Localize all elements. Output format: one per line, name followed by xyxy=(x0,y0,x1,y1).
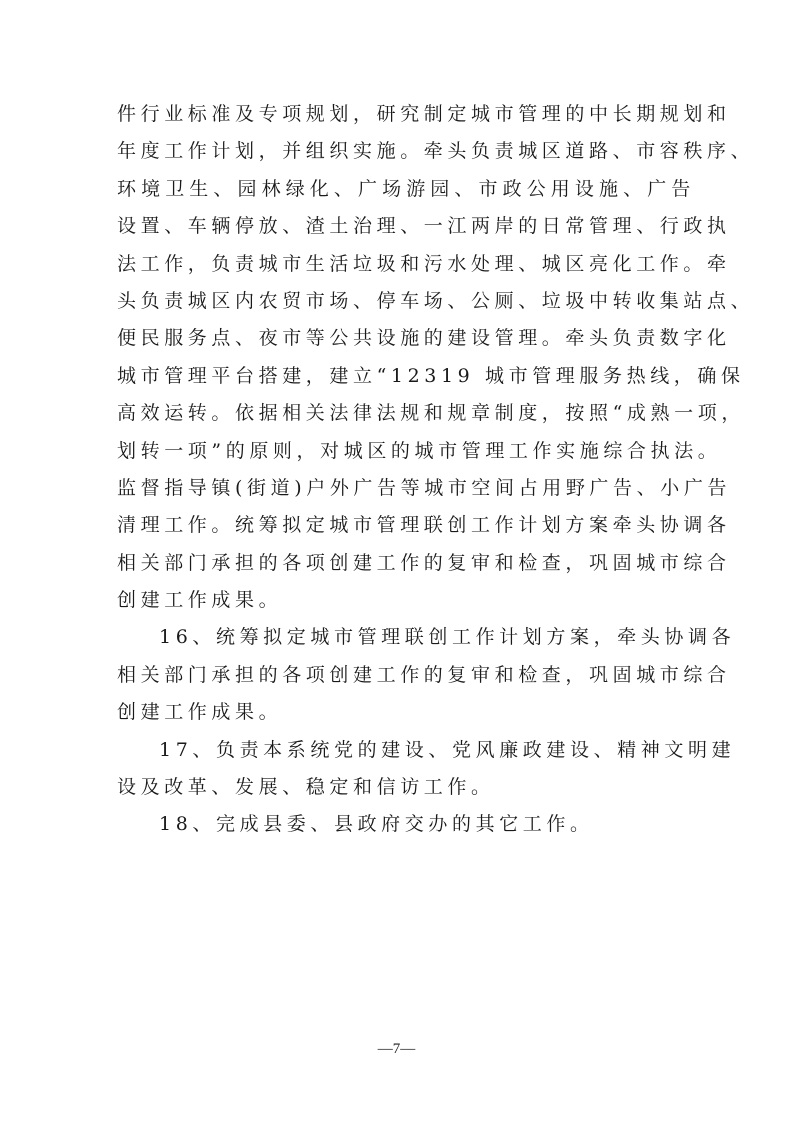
text-line: 清理工作。统筹拟定城市管理联创工作计划方案牵头协调各 xyxy=(117,514,731,537)
text-line: 相关部门承担的各项创建工作的复审和检查，巩固城市综合 xyxy=(117,663,731,686)
text-line: 划转一项”的原则，对城区的城市管理工作实施综合执法。 xyxy=(117,439,722,462)
text-line: 件行业标准及专项规划，研究制定城市管理的中长期规划和 xyxy=(117,103,731,125)
body-text xyxy=(117,96,755,844)
text-line: 年度工作计划，并组织实施。牵头负责城区道路、市容秩序、 xyxy=(117,140,755,163)
text-line: 便民服务点、夜市等公共设施的建设管理。牵头负责数字化 xyxy=(117,327,731,350)
text-line: 创建工作成果。 xyxy=(117,701,283,724)
paragraph-18-start: 18、完成县委、县政府交办的其它工作。 xyxy=(159,813,594,836)
text-line: 设及改革、发展、稳定和信访工作。 xyxy=(117,776,495,799)
text-line: 监督指导镇(街道)户外广告等城市空间占用野广告、小广告 xyxy=(117,476,732,499)
text-line: 头负责城区内农贸市场、停车场、公厕、垃圾中转收集站点、 xyxy=(117,289,755,312)
text-line: 设置、车辆停放、渣土治理、一江两岸的日常管理、行政执 xyxy=(117,215,731,238)
text-line: 城市管理平台搭建，建立“12319 城市管理服务热线，确保 xyxy=(117,364,745,387)
paragraph-16-start: 16、统筹拟定城市管理联创工作计划方案，牵头协调各 xyxy=(159,626,736,649)
paragraph-17-start: 17、负责本系统党的建设、党风廉政建设、精神文明建 xyxy=(159,738,736,761)
text-line: 环境卫生、园林绿化、广场游园、市政公用设施、广告 xyxy=(117,177,696,200)
page-number: —7— xyxy=(377,1041,416,1057)
text-line: 创建工作成果。 xyxy=(117,589,283,612)
text-line: 相关部门承担的各项创建工作的复审和检查，巩固城市综合 xyxy=(117,551,731,574)
text-line: 高效运转。依据相关法律法规和规章制度，按照“成熟一项， xyxy=(117,402,745,425)
text-line: 法工作，负责城市生活垃圾和污水处理、城区亮化工作。牵 xyxy=(117,252,731,275)
